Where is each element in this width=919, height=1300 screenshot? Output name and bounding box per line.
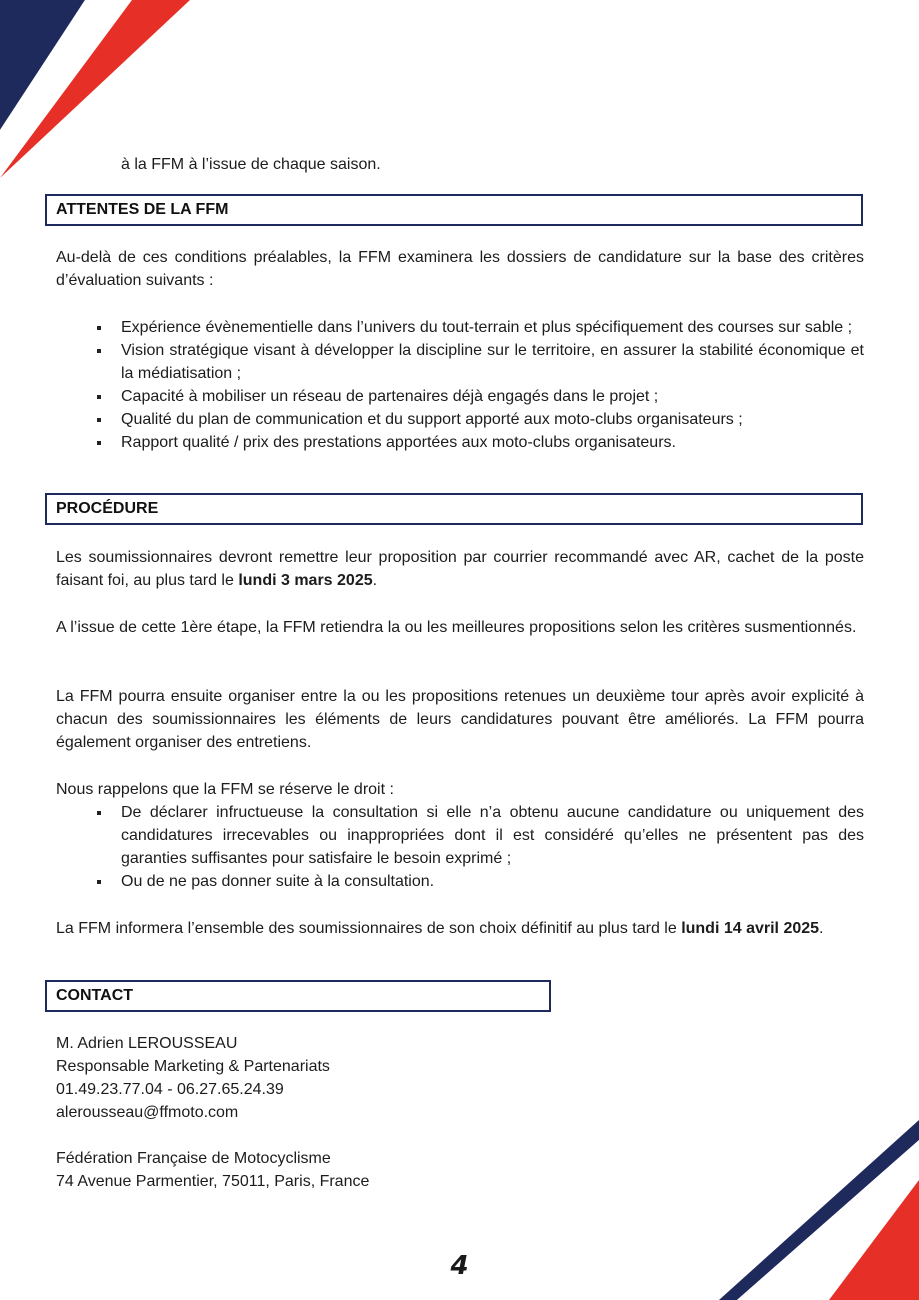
p5-text: La FFM informera l’ensemble des soumissionnaires de son choix définitif au plus tard le	[56, 920, 682, 937]
procedure-paragraph-4: Nous rappelons que la FFM se réserve le droit :	[56, 781, 394, 798]
contact-org: Fédération Française de Motocyclisme	[56, 1150, 331, 1167]
list-item: Vision stratégique visant à développer la discipline sur le territoire, en assurer la stabilité économique et la médiatisation ;	[56, 339, 864, 385]
section-header-attentes: ATTENTES DE LA FFM	[45, 194, 863, 226]
procedure-paragraph-3: La FFM pourra ensuite organiser entre la ou les propositions retenues un deuxième tour après avoir explicité à chacun des soumissionnaires les éléments de leurs candidatures pouvant être améliorés. La FFM pourra également organiser des entretiens.	[56, 688, 864, 751]
deadline-decision: lundi 14 avril 2025	[681, 920, 820, 937]
deadline-submission: lundi 3 mars 2025	[238, 572, 373, 589]
procedure-p5-block	[56, 917, 864, 940]
contact-role: Responsable Marketing & Partenariats	[56, 1058, 330, 1075]
procedure-p4-block	[56, 778, 864, 893]
procedure-p3-block	[56, 685, 864, 754]
rights-list	[0, 801, 864, 893]
procedure-paragraph-1	[56, 546, 864, 592]
list-item: Qualité du plan de communication et du support apporté aux moto-clubs organisateurs ;	[56, 408, 864, 431]
criteria-list-block	[56, 316, 864, 454]
section-header-contact: CONTACT	[45, 980, 551, 1012]
attentes-paragraph: Au-delà de ces conditions préalables, la FFM examinera les dossiers de candidature sur la base des critères d’évaluation suivants :	[56, 249, 864, 289]
list-item: Capacité à mobiliser un réseau de partenaires déjà engagés dans le projet ;	[56, 385, 864, 408]
p1-end: .	[372, 572, 378, 589]
contact-address: 74 Avenue Parmentier, 75011, Paris, France	[56, 1173, 370, 1190]
attentes-paragraph-block	[56, 246, 864, 292]
p5-end: .	[819, 920, 824, 937]
section-header-procedure: PROCÉDURE	[45, 493, 863, 525]
contact-block	[56, 1032, 864, 1193]
page-number: 4	[450, 1251, 469, 1281]
list-item: Rapport qualité / prix des prestations apportées aux moto-clubs organisateurs.	[56, 431, 864, 454]
criteria-list	[56, 316, 864, 454]
p1-text: Les soumissionnaires devront remettre leur proposition par courrier recommandé avec AR, cachet de la poste faisant foi, au plus tard le	[56, 549, 864, 589]
intro-line: à la FFM à l’issue de chaque saison.	[121, 156, 381, 173]
procedure-p1-block	[56, 546, 864, 592]
procedure-paragraph-2: A l’issue de cette 1ère étape, la FFM retiendra la ou les meilleures propositions selon les critères susmentionnés.	[56, 619, 857, 636]
contact-phones: 01.49.23.77.04 - 06.27.65.24.39	[56, 1081, 284, 1098]
contact-name: M. Adrien LEROUSSEAU	[56, 1035, 238, 1052]
list-item: De déclarer infructueuse la consultation si elle n’a obtenu aucune candidature ou uniquement des candidatures irrecevables ou inappropriées dont il est considéré qu’elles ne présentent pas des garanties suffisantes pour satisfaire le besoin exprimé ;	[56, 801, 864, 870]
contact-spacer	[56, 1124, 864, 1147]
list-item: Ou de ne pas donner suite à la consultation.	[56, 870, 864, 893]
procedure-p2-block	[56, 616, 864, 639]
list-item: Expérience évènementielle dans l’univers du tout-terrain et plus spécifiquement des courses sur sable ;	[56, 316, 864, 339]
contact-email[interactable]: alerousseau@ffmoto.com	[56, 1104, 239, 1121]
procedure-paragraph-5	[56, 917, 864, 940]
